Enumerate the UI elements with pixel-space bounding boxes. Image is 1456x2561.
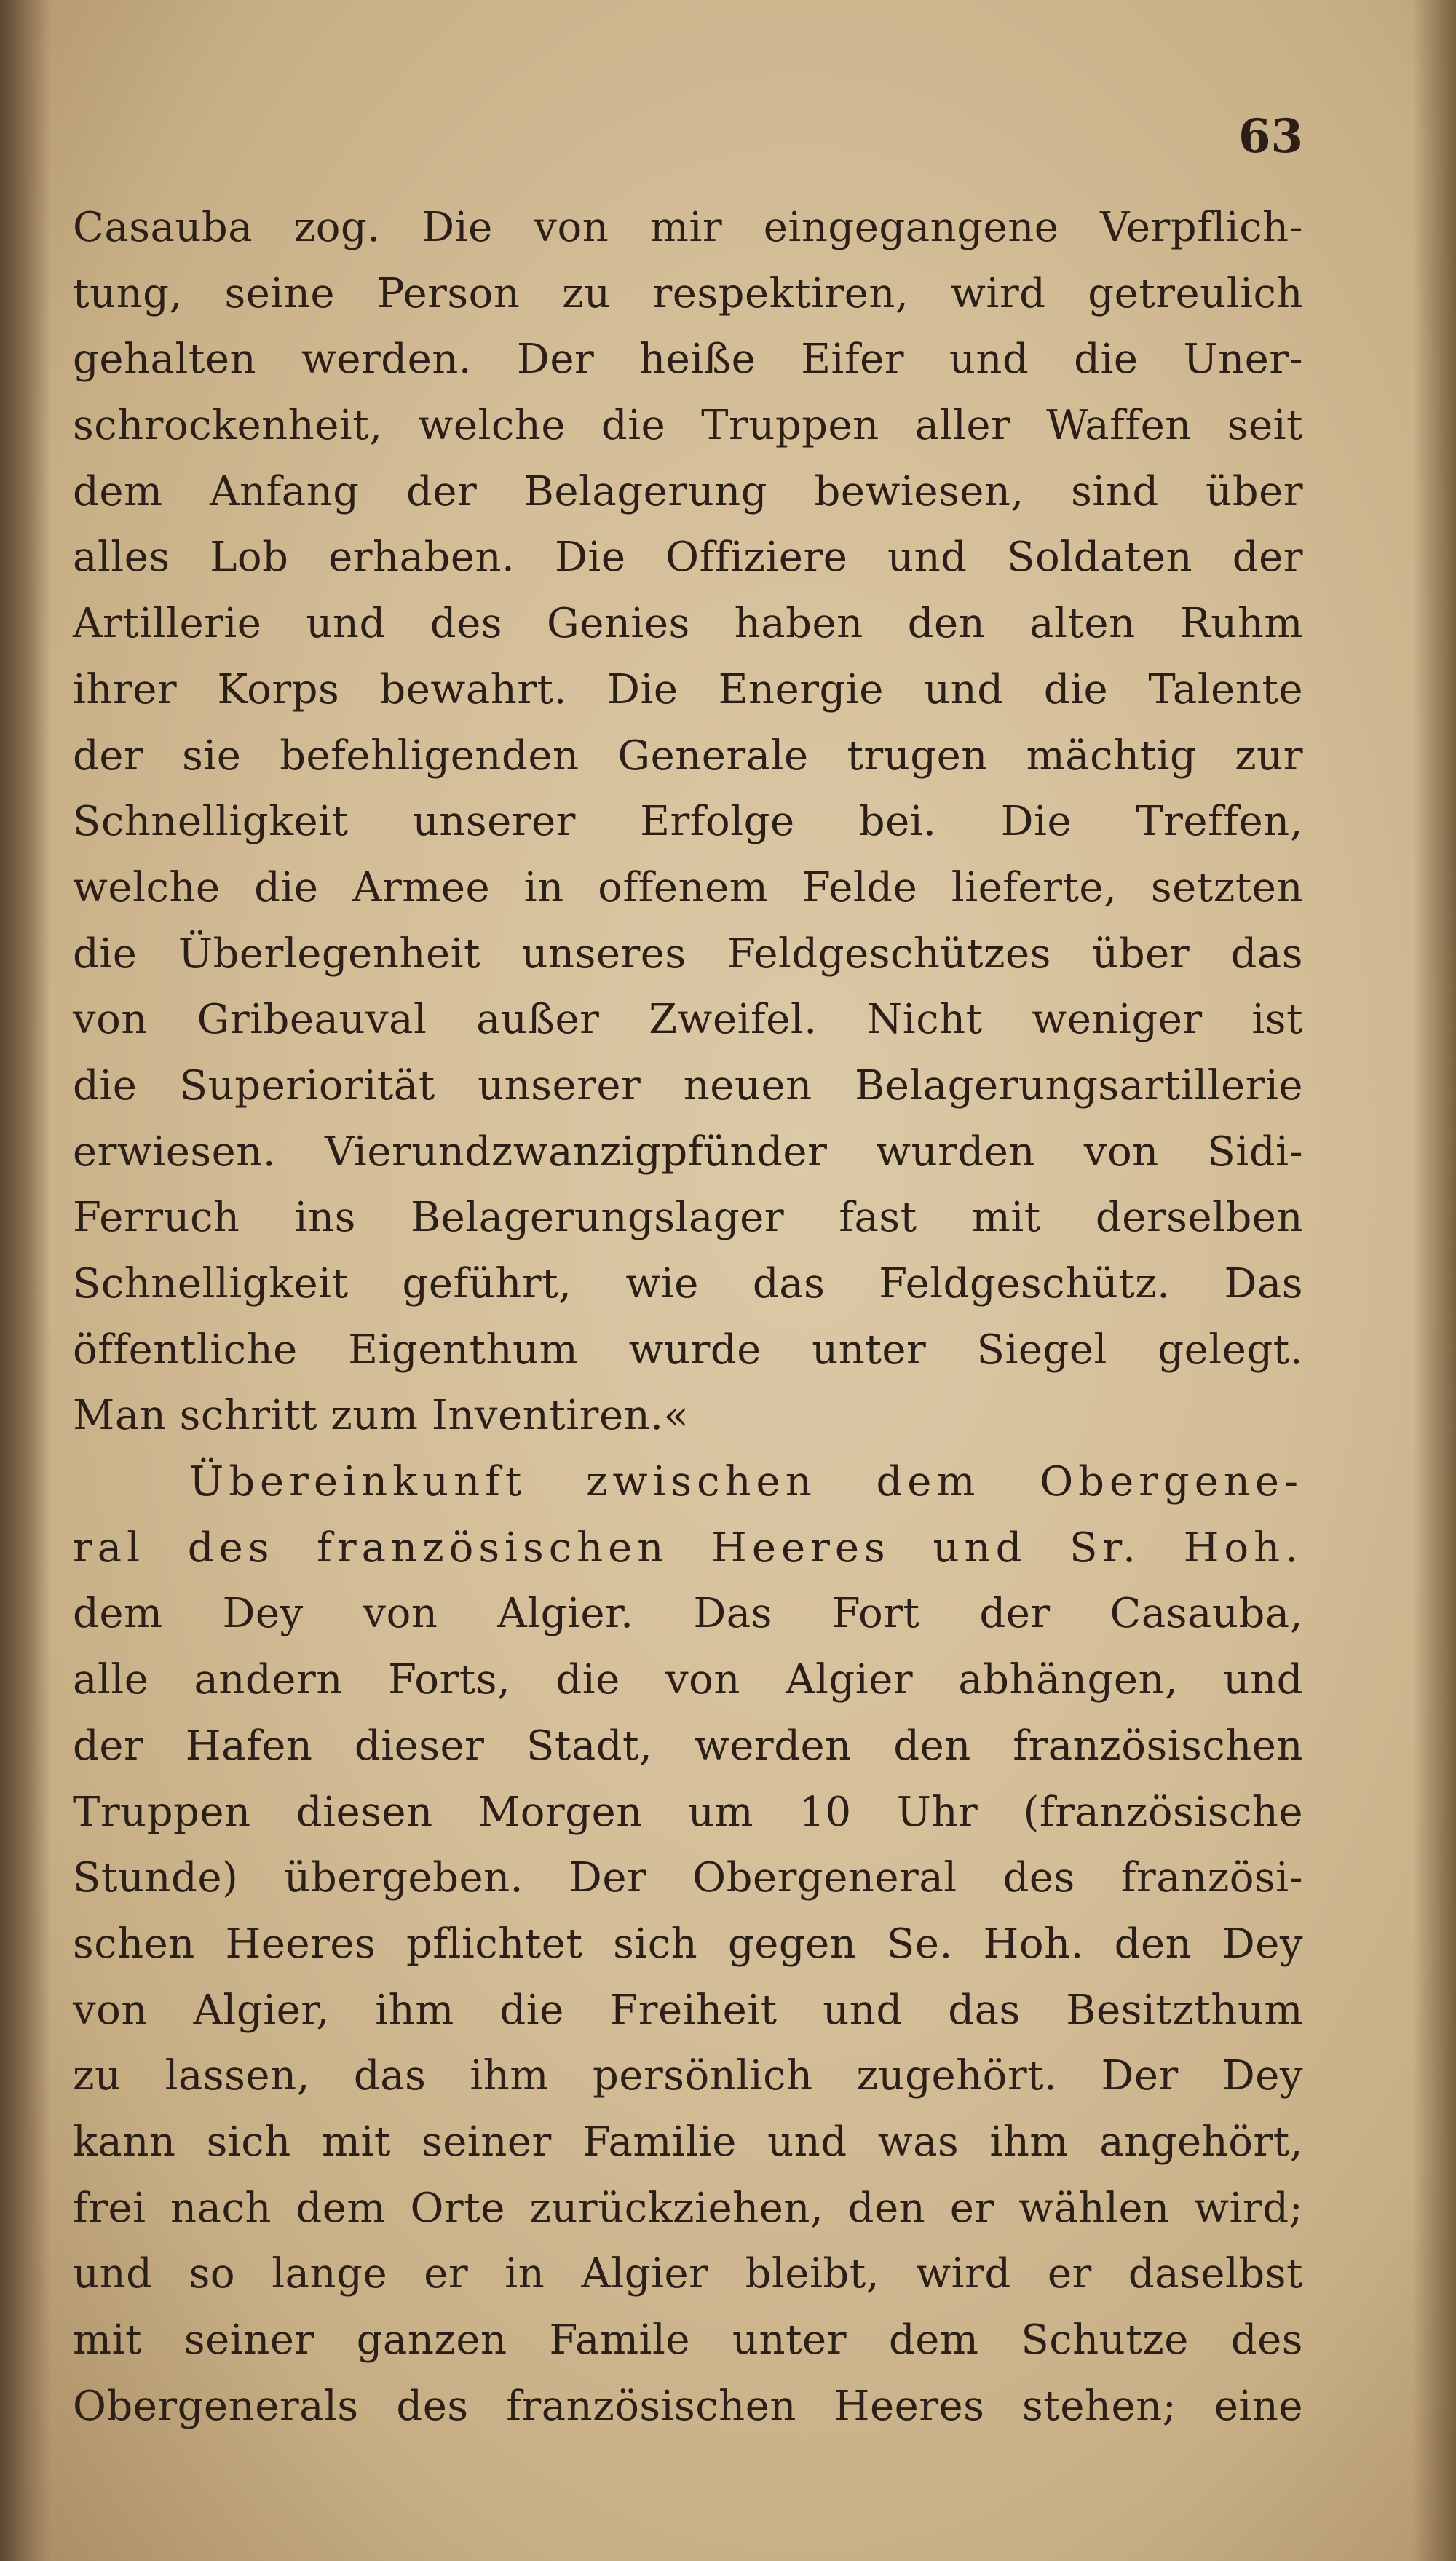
text-line: öffentliche Eigenthum wurde unter Siegel gelegt. — [73, 1326, 1303, 1374]
text-line: schen Heeres pflichtet sich gegen Se. Hoh. den Dey — [73, 1920, 1303, 1968]
body-text — [73, 195, 1303, 2439]
text-line: tung, seine Person zu respektiren, wird getreulich — [73, 269, 1303, 317]
text-line: Obergenerals des französischen Heeres stehen; eine — [73, 2382, 1303, 2430]
text-line: der Hafen dieser Stadt, werden den französischen — [73, 1722, 1303, 1770]
text-line: welche die Armee in offenem Felde lieferte, setzten — [73, 863, 1303, 911]
text-line: Man schritt zum Inventiren.« — [73, 1392, 689, 1440]
text-line: Schnelligkeit unserer Erfolge bei. Die Treffen, — [73, 798, 1303, 846]
text-line: ihrer Korps bewahrt. Die Energie und die Talente — [73, 665, 1303, 713]
text-line: gehalten werden. Der heiße Eifer und die Uner- — [73, 336, 1303, 384]
text-line: von Gribeauval außer Zweifel. Nicht weniger ist — [73, 996, 1303, 1044]
text-line: die Superiorität unserer neuen Belagerungsartillerie — [73, 1061, 1303, 1109]
text-line: schrockenheit, welche die Truppen aller Waffen seit — [73, 402, 1303, 450]
text-line: alle andern Forts, die von Algier abhängen, und — [73, 1656, 1303, 1704]
text-line: mit seiner ganzen Famile unter dem Schutze des — [73, 2316, 1303, 2364]
section-heading-line: ral des französischen Heeres und Sr. Hoh. — [73, 1524, 1303, 1572]
page-number: 63 — [1238, 109, 1303, 164]
text-line: die Überlegenheit unseres Feldgeschützes über das — [73, 930, 1303, 978]
text-line: und so lange er in Algier bleibt, wird er daselbst — [73, 2250, 1303, 2298]
text-line: kann sich mit seiner Familie und was ihm angehört, — [73, 2118, 1303, 2166]
text-line: Truppen diesen Morgen um 10 Uhr (französische — [73, 1788, 1303, 1836]
text-line: zu lassen, das ihm persönlich zugehört. Der Dey — [73, 2052, 1303, 2100]
text-line: erwiesen. Vierundzwanzigpfünder wurden von Sidi- — [73, 1128, 1303, 1176]
text-line: Artillerie und des Genies haben den alten Ruhm — [73, 600, 1303, 648]
text-line: dem Anfang der Belagerung bewiesen, sind über — [73, 467, 1303, 515]
text-line: dem Dey von Algier. Das Fort der Casauba, — [73, 1590, 1303, 1638]
text-line: alles Lob erhaben. Die Offiziere und Soldaten der — [73, 534, 1303, 582]
text-line: der sie befehligenden Generale trugen mächtig zur — [73, 732, 1303, 780]
text-line: Casauba zog. Die von mir eingegangene Verpflich- — [73, 204, 1303, 251]
text-line: Ferruch ins Belagerungslager fast mit derselben — [73, 1194, 1303, 1242]
text-line: von Algier, ihm die Freiheit und das Besitzthum — [73, 1986, 1303, 2034]
text-line: Schnelligkeit geführt, wie das Feldgeschütz. Das — [73, 1260, 1303, 1307]
text-line: Stunde) übergeben. Der Obergeneral des französi- — [73, 1854, 1303, 1902]
text-line: frei nach dem Orte zurückziehen, den er wählen wird; — [73, 2184, 1303, 2232]
section-heading-line: Übereinkunft zwischen dem Obergene- — [189, 1458, 1303, 1506]
